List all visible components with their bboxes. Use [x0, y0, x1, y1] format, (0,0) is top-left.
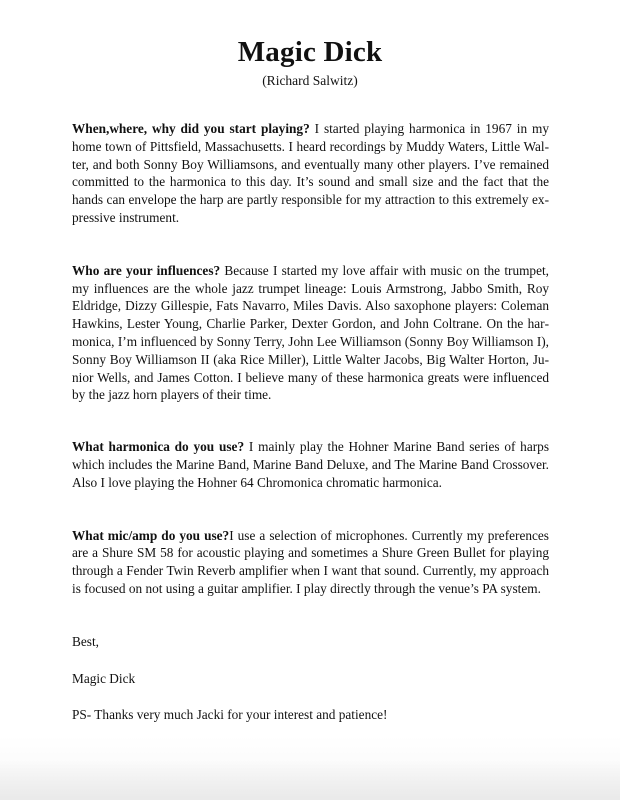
- paragraph-spacer: [72, 227, 549, 262]
- paragraph-spacer: [72, 492, 549, 527]
- answer-mic-amp: I use a selection of microphones. Currently my preferences are a Shure SM 58 for acoustic playing and sometimes a Shure Green Bullet for playing through a Fender Twin Reverb amplifier when I want that sound. Currently, my approach is focused on not using a guitar amplifier. I play directly through the venue’s PA system.: [72, 527, 549, 596]
- qa-paragraph-influences: [72, 262, 549, 404]
- document-body: [72, 120, 549, 724]
- question-influences: Who are your influences?: [72, 262, 221, 278]
- qa-paragraph-start-playing: [72, 120, 549, 227]
- question-harmonica: What harmonica do you use?: [72, 439, 245, 455]
- qa-paragraph-mic-amp: [72, 527, 549, 598]
- answer-harmonica: I mainly play the Hohner Marine Band series of harps which includes the Marine Band, Marine Band Deluxe, and The Marine Band Crossover. Also I love playing the Hohner 64 Chromonica chromatic harmonica.: [72, 439, 549, 490]
- paragraph-spacer: [72, 404, 549, 438]
- paragraph-spacer: [72, 598, 549, 633]
- page-bottom-shadow: [0, 760, 620, 800]
- question-mic-amp: What mic/amp do you use?: [72, 527, 230, 543]
- question-start-playing: When,where, why did you start playing?: [72, 121, 310, 136]
- postscript: PS- Thanks very much Jacki for your interest and patience!: [72, 707, 388, 723]
- closing-line: Best,: [72, 633, 99, 649]
- page-subtitle: (Richard Salwitz): [262, 73, 358, 88]
- paragraph-spacer: [72, 687, 549, 706]
- answer-start-playing: I started playing harmonica in 1967 in my home town of Pittsfield, Massachusetts. I heard recordings by Muddy Waters, Little Walter, and both Sonny Boy Williamsons, and eventually many other players. I’ve remained committed to the harmonica to this day. It’s sound and small size and the fact that the hands can envelope the harp are partly responsible for my attraction to this extremely expressive instrument.: [72, 121, 549, 225]
- answer-influences: Because I started my love affair with music on the trumpet, my influences are the whole jazz trumpet lineage: Louis Armstrong, Jabbo Smith, Roy Eldridge, Dizzy Gillespie, Fats Navarro, Miles Davis. Also saxophone players: Coleman Hawkins, Lester Young, Charlie Parker, Dexter Gordon, and John Coltrane. On the harmonica, I’m influenced by Sonny Terry, John Lee Williamson (Sonny Boy Williamson I), Sonny Boy Williamson II (aka Rice Miller), Little Walter Jacobs, Big Walter Horton, Junior Wells, and James Cotton. I believe many of these harmonica greats were influenced by the jazz horn players of their time.: [72, 262, 549, 403]
- paragraph-spacer: [72, 651, 549, 670]
- qa-paragraph-harmonica: [72, 438, 549, 491]
- signature: Magic Dick: [72, 670, 136, 686]
- page-title: Magic Dick: [237, 36, 383, 68]
